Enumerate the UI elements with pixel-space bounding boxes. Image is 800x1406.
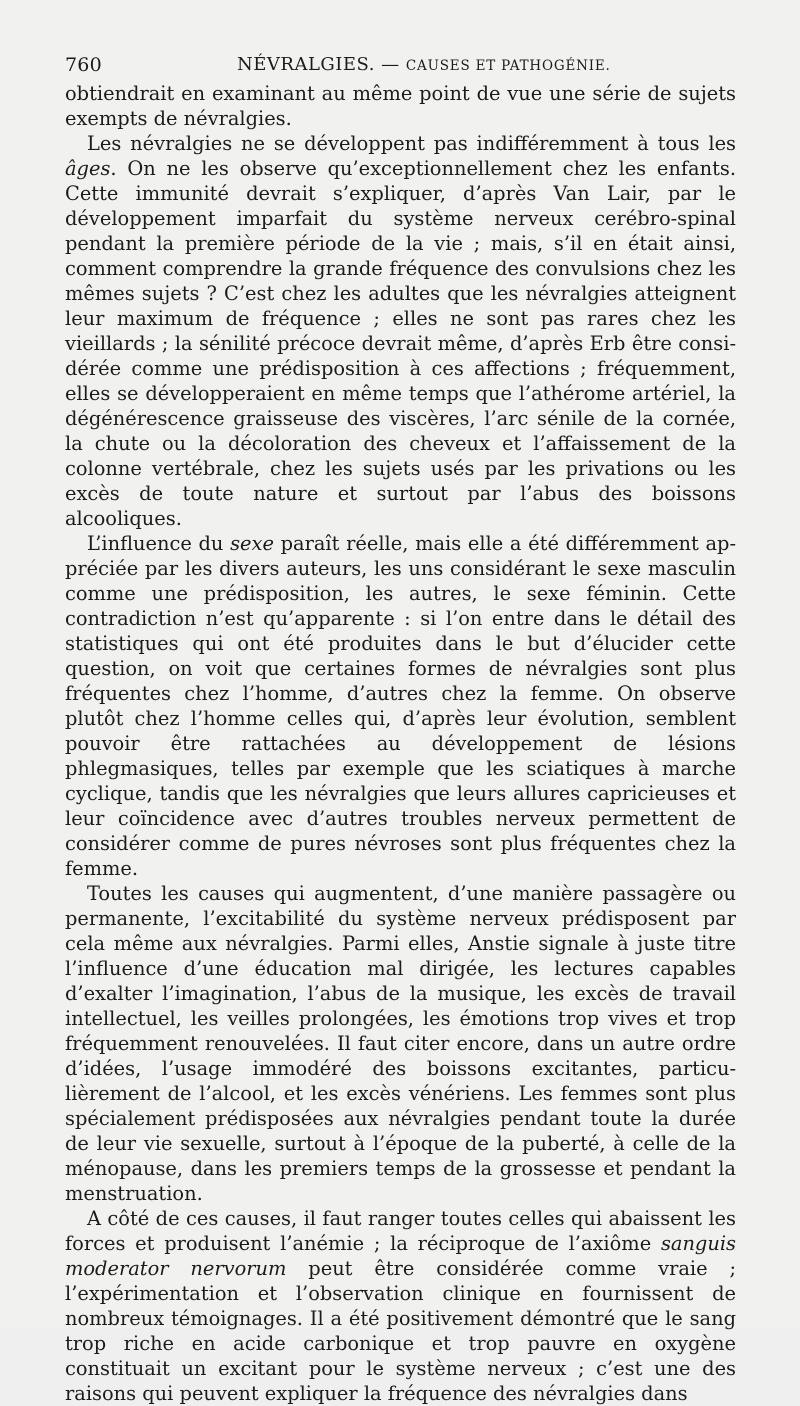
- running-title: [237, 50, 611, 81]
- paragraph-text-start: A côté de ces causes, il faut ranger toutes celles qui abaissent les forces et produisent l’anémie ; la réciproque de l’axiôme: [65, 1207, 736, 1255]
- section-subtitle: CAUSES ET PATHOGÉNIE.: [405, 58, 611, 74]
- paragraph-anemie: [65, 1206, 736, 1406]
- italic-term-ages: âges: [65, 157, 111, 180]
- paragraph-text-end: paraît réelle, mais elle a été différemment appréciée par les divers auteurs, les uns considérant le sexe masculin comme une prédisposition, les autres, le sexe féminin. Cette contradiction n’est qu’apparente : si l’on entre dans le détail des statistiques qui ont été produites dans le but d’élucider cette question, on voit que certaines formes de névralgies sont plus fréquentes chez l’homme, d’autres chez la femme. On observe plutôt chez l’homme celles qui, d’après leur évolution, semblent pouvoir être rattachées au développement de lésions phlegmasiques, telles par exemple que les sciatiques à marche cyclique, tandis que les névralgies que leurs allures capricieuses et leur coïncidence avec d’autres troubles nerveux permettent de considérer comme de pures névroses sont plus fréquentes chez la femme.: [65, 532, 736, 880]
- paragraph-text-start: L’influence du: [87, 532, 231, 555]
- running-header: [65, 50, 736, 80]
- paragraph-text-start: Les névralgies ne se développent pas indifféremment à tous les: [87, 132, 736, 155]
- paragraph-text: Toutes les causes qui augmentent, d’une manière passagère ou permanente, l’excitabilité du système nerveux prédisposent par cela même aux névralgies. Parmi elles, Anstie signale à juste titre l’influence d’une éducation mal dirigée, les lectures capables d’exalter l’imagination, l’abus de la musique, les excès de travail intellectuel, les veilles prolongées, les émotions trop vives et trop fréquemment renouvelées. Il faut citer encore, dans un autre ordre d’idées, l’usage immodéré des boissons excitantes, particulièrement de l’alcool, et les excès vénériens. Les femmes sont plus spécialement prédisposées aux névralgies pendant toute la durée de leur vie sexuelle, surtout à l’époque de la puberté, à celle de la ménopause, dans les premiers temps de la grossesse et pendant la menstruation.: [65, 882, 736, 1205]
- paragraph-text: obtiendrait en examinant au même point de vue une série de sujets exempts de névralgies.: [65, 82, 736, 130]
- title-separator: —: [381, 54, 400, 75]
- paragraph-text-end: . On ne les observe qu’exceptionnellement chez les enfants. Cette immunité devrait s’expliquer, d’après Van Lair, par le développement imparfait du système nerveux cerébro-spinal pendant la première période de la vie ; mais, s’il en était ainsi, comment comprendre la grande fréquence des convulsions chez les mêmes sujets ? C’est chez les adultes que les névralgies atteignent leur maximum de fréquence ; elles ne sont pas rares chez les vieillards ; la sénilité précoce devrait même, d’après Erb être considérée comme une prédisposition à ces affections ; fréquemment, elles se développeraient en même temps que l’athérome artériel, la dégénérescence graisseuse des viscères, l’arc sénile de la cornée, la chute ou la décoloration des cheveux et l’affaissement de la colonne vertébrale, chez les sujets usés par les privations ou les excès de toute nature et surtout par l’abus des boissons alcooliques.: [65, 157, 736, 530]
- chapter-title: NÉVRALGIES.: [237, 54, 375, 75]
- paragraph-excitabilite: [65, 881, 736, 1206]
- paragraph-text-end: peut être considérée comme vraie ; l’expérimentation et l’observation clinique en fournissent de nombreux témoignages. Il a été positivement démontré que le sang trop riche en acide carbonique et trop pauvre en oxygène constituait un excitant pour le système nerveux ; c’est une des raisons qui peuvent expliquer la fréquence des névralgies dans: [65, 1257, 736, 1405]
- paragraph-ages: [65, 131, 736, 531]
- body-text: [65, 81, 736, 1406]
- italic-latin-phrase: sanguis moderator nervorum: [65, 1232, 736, 1280]
- page-number: 760: [65, 54, 102, 76]
- paragraph-continued: [65, 81, 736, 131]
- italic-term-sexe: sexe: [230, 532, 274, 555]
- paragraph-sexe: [65, 531, 736, 881]
